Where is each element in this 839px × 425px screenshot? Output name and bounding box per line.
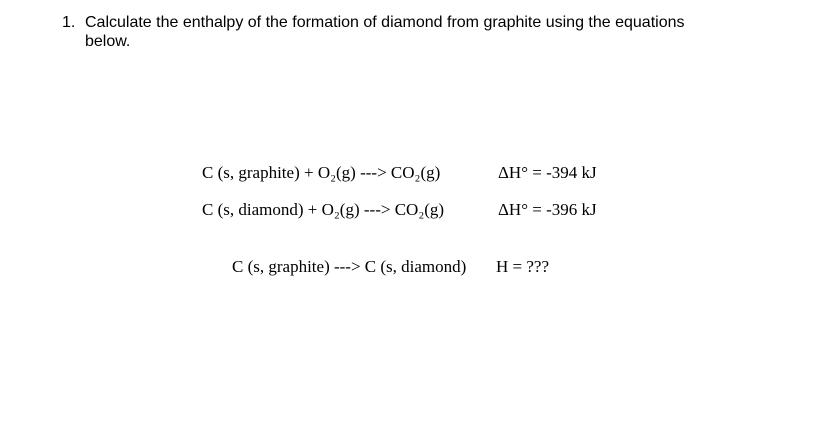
target-equation: C (s, graphite) ---> C (s, diamond) [232, 257, 467, 276]
equation-diamond-combustion: C (s, diamond) + O₂(g) ---> CO₂(g) [202, 200, 445, 219]
equation-graphite-combustion: C (s, graphite) + O₂(g) ---> CO₂(g) [202, 163, 441, 182]
enthalpy-diamond-combustion: ΔH° = -396 kJ [498, 200, 597, 219]
enthalpy-graphite-combustion: ΔH° = -394 kJ [498, 163, 597, 182]
question-number: 1. [62, 14, 76, 31]
question-text: Calculate the enthalpy of the formation of diamond from graphite using the equations below. [85, 14, 685, 50]
target-enthalpy: H = ??? [496, 257, 550, 276]
